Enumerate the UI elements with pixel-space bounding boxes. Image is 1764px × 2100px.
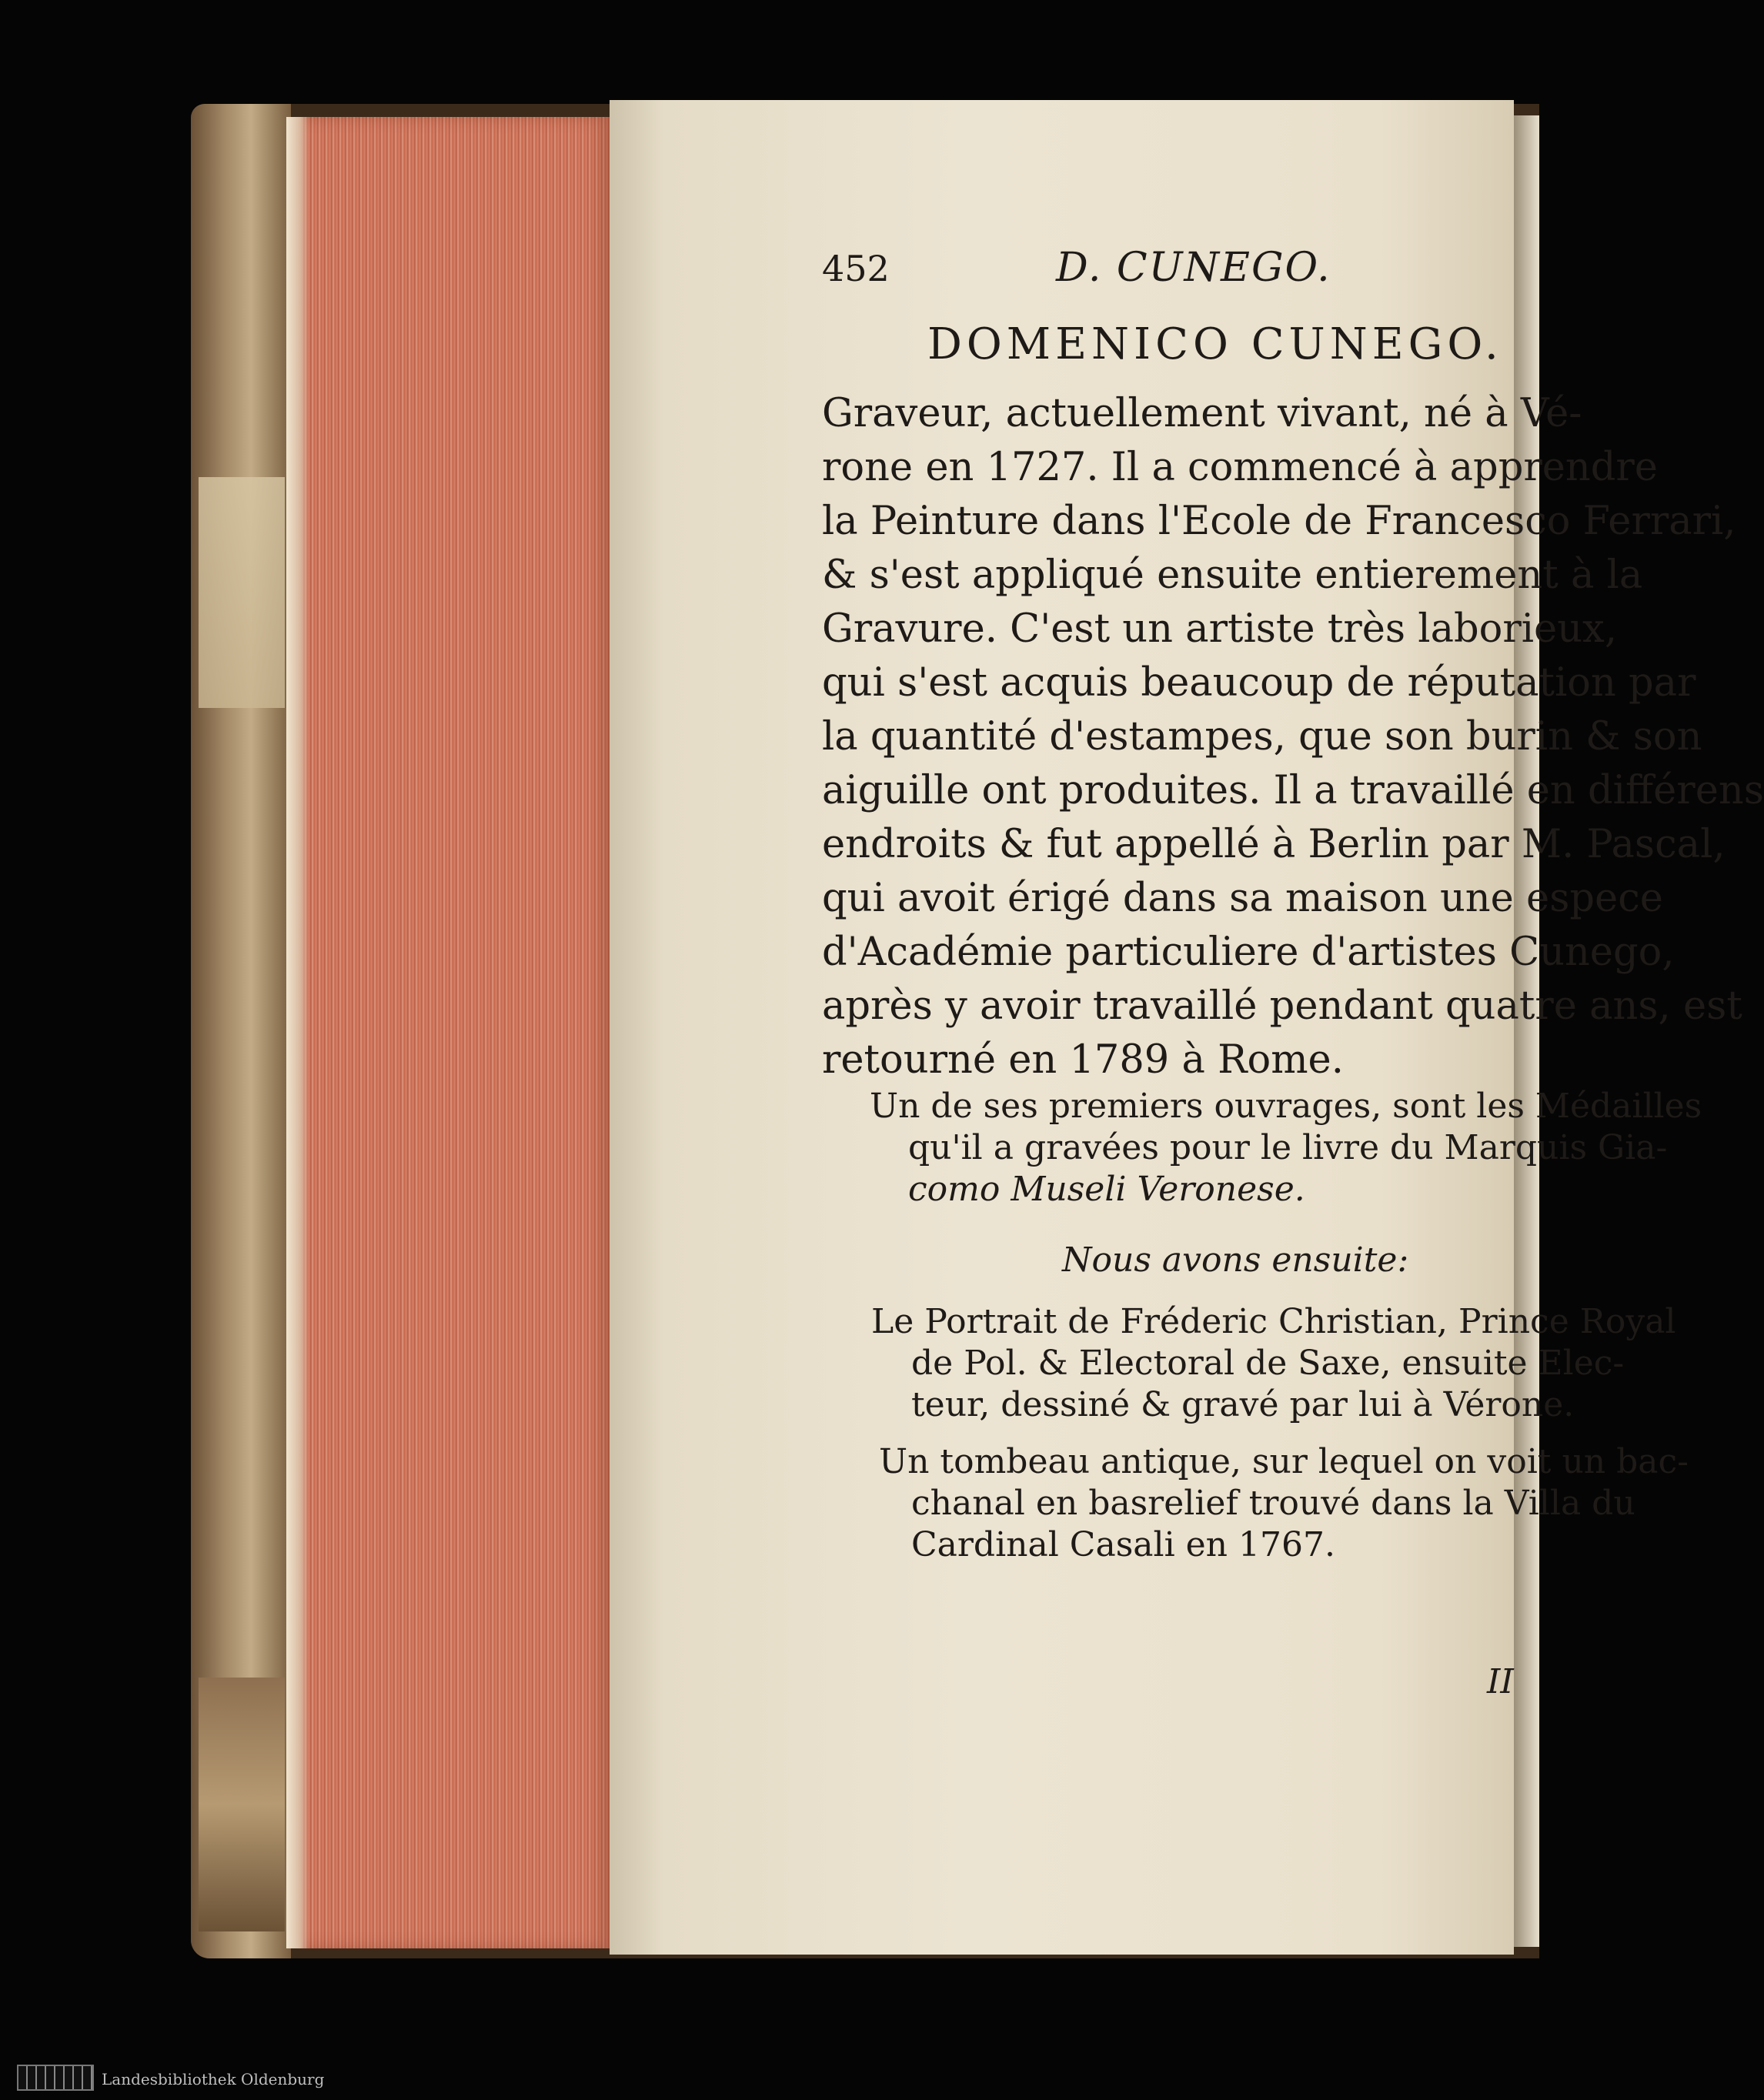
- body-line: rone en 1727. Il a commencé à apprendre: [822, 445, 1658, 490]
- body-line: endroits & fut appellé à Berlin par M. Pascal,: [822, 822, 1726, 867]
- paragraph-line: como Museli Veronese.: [908, 1170, 1305, 1209]
- list-item-line: Un tombeau antique, sur lequel on voit un bac-: [879, 1442, 1689, 1481]
- entry-title: DOMENICO CUNEGO.: [927, 319, 1503, 369]
- library-logo-icon: [17, 2065, 94, 2091]
- body-line: la Peinture dans l'Ecole de Francesco Ferrari,: [822, 499, 1736, 544]
- paragraph-line: qu'il a gravées pour le livre du Marquis Gia-: [908, 1128, 1668, 1167]
- paragraph-line: Un de ses premiers ouvrages, sont les Médailles: [870, 1087, 1702, 1126]
- page-edges: [286, 117, 610, 1948]
- body-line: aiguille ont produites. Il a travaillé en différens: [822, 768, 1764, 813]
- page-edges-shade: [286, 117, 309, 1948]
- cover-wear-patch-lower: [199, 1678, 285, 1931]
- list-item-line: Cardinal Casali en 1767.: [911, 1525, 1335, 1564]
- body-line: la quantité d'estampes, que son burin & son: [822, 714, 1702, 760]
- body-line: Gravure. C'est un artiste très laborieux,: [822, 606, 1618, 652]
- list-item-line: Le Portrait de Fréderic Christian, Prince Royal: [871, 1302, 1676, 1341]
- running-head: D. CUNEGO.: [1056, 245, 1331, 291]
- library-credit: Landesbibliothek Oldenburg: [102, 2070, 325, 2088]
- catchword: II: [1487, 1662, 1514, 1701]
- body-line: qui avoit érigé dans sa maison une espece: [822, 876, 1663, 921]
- cover-wear-patch: [199, 477, 285, 708]
- body-line: Graveur, actuellement vivant, né à Vé-: [822, 391, 1582, 436]
- next-page-edge: [1514, 115, 1539, 1947]
- body-line: & s'est appliqué ensuite entierement à la: [822, 553, 1643, 598]
- page-number: 452: [822, 248, 890, 289]
- body-line: qui s'est acquis beaucoup de réputation par: [822, 660, 1696, 706]
- list-item-line: de Pol. & Electoral de Saxe, ensuite Elec-: [911, 1344, 1625, 1383]
- body-line: d'Académie particuliere d'artistes Cunego,: [822, 930, 1675, 975]
- list-item-line: chanal en basrelief trouvé dans la Villa du: [911, 1484, 1635, 1523]
- subheading: Nous avons ensuite:: [1062, 1240, 1409, 1280]
- body-line: retourné en 1789 à Rome.: [822, 1037, 1344, 1083]
- list-item-line: teur, dessiné & gravé par lui à Vérone.: [911, 1385, 1575, 1424]
- body-line: après y avoir travaillé pendant quatre ans, est: [822, 983, 1742, 1029]
